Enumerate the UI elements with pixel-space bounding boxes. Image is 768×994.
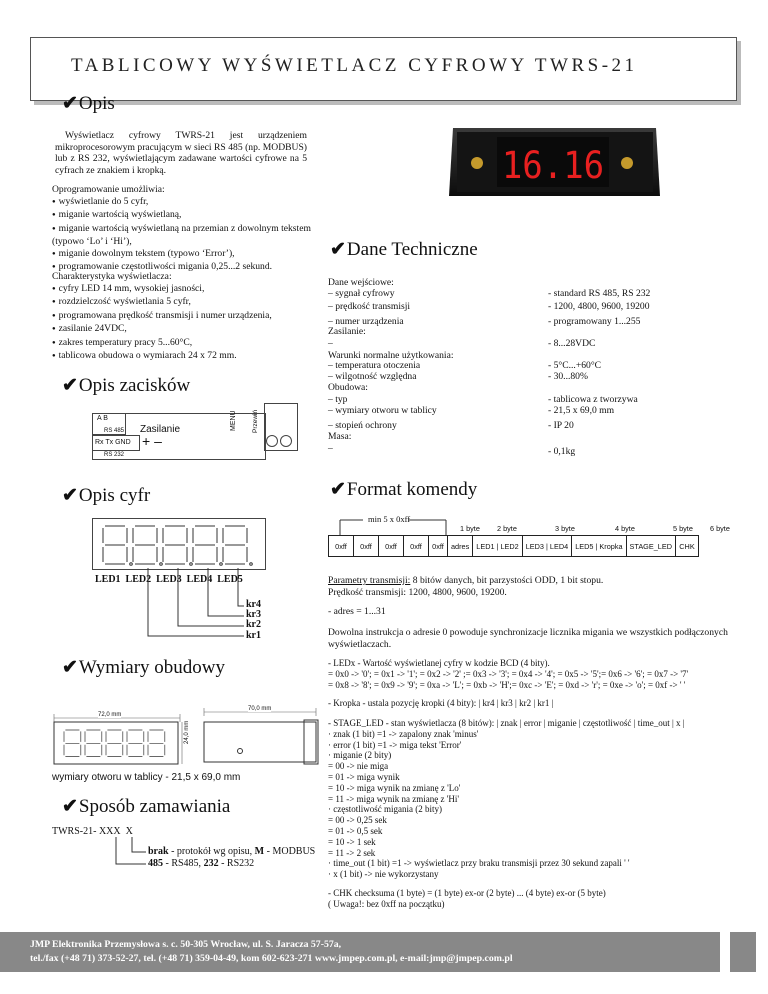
list-item: ● cyfry LED 14 mm, wysokiej jasności,: [52, 283, 312, 297]
dane-value: - 30...80%: [548, 371, 588, 382]
dane-label: –: [328, 338, 333, 349]
check-icon: ✔: [62, 375, 78, 396]
byte-index: 1 byte: [460, 524, 480, 533]
section-cyfr: [62, 484, 150, 507]
list-item: ● programowana prędkość transmisji i numer urządzenia,: [52, 310, 312, 324]
dimensions-drawing: [52, 708, 322, 770]
kr-label: kr2: [246, 619, 261, 631]
stage-line: · x (1 bit) -> nie wykorzystany: [328, 869, 439, 880]
zasilanie-label: Zasilanie: [140, 424, 181, 435]
software-block: [52, 184, 312, 275]
frame-cell: adres: [448, 536, 473, 557]
dane-label: Warunki normalne użytkowania:: [328, 350, 454, 361]
dane-value: - programowany 1...255: [548, 316, 641, 327]
device-readout: 16.16: [501, 144, 605, 188]
przewin-label: Przewiń: [252, 409, 259, 433]
order-code: TWRS-21- XXX X: [52, 826, 133, 837]
stage-line: · error (1 bit) =1 -> miga tekst 'Error': [328, 739, 462, 750]
chk-line: - CHK checksuma (1 byte) = (1 byte) ex-or (2 byte) ... (4 byte) ex-or (5 byte): [328, 888, 606, 898]
stage-line: = 11 -> 2 sek: [328, 847, 376, 858]
section-dane: [330, 238, 478, 261]
list-item: ● wyświetlanie do 5 cyfr,: [52, 196, 312, 210]
opis-paragraph: Wyświetlacz cyfrowy TWRS-21 jest urządzeniem mikroprocesorowym pracującym w sieci RS 485 (np. MODBUS) lub z RS 232, wyświetlającym zadawane wartości cyfrowe na 5 cyfrach ze znakiem i kropką.: [55, 130, 307, 176]
transmission-params: [328, 575, 748, 598]
frame-cell: LED3 | LED4: [522, 536, 571, 557]
params-line2: Prędkość transmisji: 1200, 4800, 9600, 19200.: [328, 586, 507, 598]
dane-label: – typ: [328, 394, 348, 405]
kropka-line: - Kropka - ustala pozycję kropki (4 bity): | kr4 | kr3 | kr2 | kr1 |: [328, 698, 554, 708]
order-options: [148, 846, 315, 870]
section-cyfr-title: Opis cyfr: [78, 485, 151, 506]
stage-line: = 00 -> nie miga: [328, 761, 389, 772]
table-row: [329, 536, 699, 557]
list-item: ● programowanie częstotliwości migania 0,25...2 sekund.: [52, 261, 312, 275]
stage-line: · znak (1 bit) =1 -> zapalony znak 'minus': [328, 728, 479, 739]
led-labels: LED1 LED2 LED3 LED4 LED5: [95, 574, 243, 585]
menu-button-icon: [266, 435, 278, 447]
software-heading: Oprogramowanie umożliwia:: [52, 184, 165, 195]
dane-label: Obudowa:: [328, 382, 368, 393]
frame-cell: 0xff: [379, 536, 404, 557]
footer-contact: tel./fax (+48 71) 373-52-27, tel. (+48 71) 359-04-49, kom 602-623-271 www.jmpep.com.pl, e-mail:jmp@jmpep.com.pl: [30, 953, 513, 964]
frame-cell: 0xff: [404, 536, 429, 557]
check-icon: ✔: [62, 485, 78, 506]
dane-label: – temperatura otoczenia: [328, 360, 421, 371]
features-heading: Charakterystyka wyświetlacza:: [52, 271, 172, 282]
params-line1: 8 bitów danych, bit parzystości ODD, 1 bit stopu.: [410, 575, 604, 586]
footer-square: [730, 932, 756, 972]
section-zaciski-title: Opis zacisków: [78, 375, 191, 396]
title-box: [30, 37, 737, 101]
power-polarity-label: + –: [142, 433, 162, 449]
stage-line: · time_out (1 bit) =1 -> wyświetlacz przy braku transmisji przez 30 sekund zapali ' ': [328, 858, 630, 869]
dane-value: - standard RS 485, RS 232: [548, 288, 651, 299]
rs232-label: RS 232: [104, 452, 125, 458]
order-opt-desc: - RS485,: [163, 858, 204, 869]
frame-cell: 0xff: [429, 536, 448, 557]
params-heading: Parametry transmisji:: [328, 575, 411, 586]
frame-cell: STAGE_LED: [626, 536, 675, 557]
page-title: TABLICOWY WYŚWIETLACZ CYFROWY TWRS-21: [71, 55, 638, 76]
features-block: [52, 271, 312, 364]
frame-cell: 0xff: [329, 536, 354, 557]
chk-block: [328, 888, 606, 910]
dane-value: - 0,1kg: [548, 446, 576, 457]
stage-led-block: [328, 718, 685, 880]
sync-paragraph: Dowolna instrukcja o adresie 0 powoduje synchronizacje licznika migania we wszystkich podłączonych wyświetlaczach.: [328, 627, 728, 650]
min-bytes-label: min 5 x 0xff: [368, 514, 411, 524]
dane-label: – wymiary otworu w tablicy: [328, 405, 437, 416]
byte-index: 6 byte: [710, 524, 730, 533]
check-icon: ✔: [330, 239, 346, 260]
dane-label: Masa:: [328, 431, 352, 442]
order-opt-desc: - protokół wg opisu,: [168, 846, 255, 857]
check-icon: ✔: [62, 93, 78, 114]
order-opt: brak: [148, 846, 169, 857]
command-frame-table: [328, 535, 699, 557]
width-72-label: 72,0 mm: [98, 712, 122, 718]
frame-cell: LED5 | Kropka: [572, 536, 626, 557]
dane-label: – wilgotność względna: [328, 371, 417, 382]
dane-label: – prędkość transmisji: [328, 301, 411, 312]
dane-label: Dane wejściowe:: [328, 277, 394, 288]
section-format-title: Format komendy: [346, 479, 478, 500]
stage-line: · miganie (2 bity): [328, 750, 392, 761]
order-opt: M: [254, 846, 265, 857]
kropka-labels: [246, 600, 261, 641]
dane-label: Zasilanie:: [328, 326, 366, 337]
check-icon: ✔: [330, 479, 346, 500]
order-opt: 485: [148, 858, 163, 869]
list-item: ● tablicowa obudowa o wymiarach 24 x 72 mm.: [52, 350, 312, 364]
software-list: [52, 196, 312, 275]
dane-label: – numer urządzenia: [328, 316, 404, 327]
dane-value: - tablicowa z tworzywa: [548, 394, 638, 405]
section-dane-title: Dane Techniczne: [346, 239, 478, 260]
dane-value: - 21,5 x 69,0 mm: [548, 405, 615, 416]
byte-index: 4 byte: [615, 524, 635, 533]
width-70-label: 70,0 mm: [248, 706, 272, 712]
order-opt-desc: - MODBUS: [264, 846, 316, 857]
stage-line: = 00 -> 0,25 sek: [328, 815, 387, 826]
list-item: ● zakres temperatury pracy 5...60°C,: [52, 337, 312, 351]
terminal-diagram: [92, 403, 297, 463]
kr-label: kr4: [246, 599, 261, 610]
cutout-caption: wymiary otworu w tablicy - 21,5 x 69,0 mm: [52, 772, 241, 783]
frame-cell: CHK: [675, 536, 698, 557]
dane-label: – sygnał cyfrowy: [328, 288, 395, 299]
byte-index: 5 byte: [673, 524, 693, 533]
stage-line: = 11 -> miga wynik na zmianę z 'Hi': [328, 793, 460, 804]
height-24-label: 24,0 mm: [184, 720, 190, 744]
dane-value: - IP 20: [548, 420, 574, 431]
dane-label: – stopień ochrony: [328, 420, 397, 431]
check-icon: ✔: [62, 657, 78, 678]
section-wymiary: [62, 656, 225, 679]
byte-index: 2 byte: [497, 524, 517, 533]
list-item: ● miganie wartością wyświetlaną,: [52, 209, 312, 223]
rx-tx-gnd-label: Rx Tx GND: [95, 439, 131, 446]
menu-label: MENU: [230, 410, 237, 431]
list-item: ● miganie dowolnym tekstem (typowo ‘Error’),: [52, 248, 312, 262]
dane-value: - 1200, 4800, 9600, 19200: [548, 301, 650, 312]
footer-address: JMP Elektronika Przemysłowa s. c. 50-305 Wrocław, ul. S. Jaracza 57-57a,: [30, 939, 342, 950]
section-zamowienie-title: Sposób zamawiania: [78, 796, 231, 817]
features-list: [52, 283, 312, 364]
stage-line: = 10 -> 1 sek: [328, 836, 376, 847]
section-wymiary-title: Wymiary obudowy: [78, 657, 226, 678]
section-opis-title: Opis: [78, 93, 115, 114]
section-zamowienie: [62, 795, 230, 818]
stage-line: · częstotliwość migania (2 bity): [328, 804, 442, 815]
terminal-ab-label: A B: [97, 415, 108, 422]
chk-note: ( Uwaga!: bez 0xff na początku): [328, 899, 445, 909]
frame-cell: LED1 | LED2: [473, 536, 522, 557]
order-opt-desc: - RS232: [218, 858, 255, 869]
dane-value: - 8...28VDC: [548, 338, 596, 349]
frame-cell: 0xff: [354, 536, 379, 557]
stage-line: = 10 -> miga wynik na zmianę z 'Lo': [328, 782, 461, 793]
dane-value: - 5°C...+60°C: [548, 360, 602, 371]
order-leader-lines: [108, 836, 148, 871]
kropka-leader-lines: [120, 560, 250, 645]
stage-line: - STAGE_LED - stan wyświetlacza (8 bitów): | znak | error | miganie | częstotliwość | time_out | x |: [328, 718, 685, 728]
scroll-button-icon: [280, 435, 292, 447]
ledx-line: = 0x0 -> '0'; = 0x1 -> '1'; = 0x2 -> '2' ;= 0x3 -> '3'; = 0x4 -> '4'; = 0x5 -> '5';= 0x6 -> '6'; = 0x7 -> '7': [328, 669, 689, 679]
rs485-label: RS 485: [104, 428, 125, 434]
device-photo: [447, 125, 662, 200]
stage-line: = 01 -> miga wynik: [328, 771, 400, 782]
kr-label: kr3: [246, 609, 261, 621]
kr-label: kr1: [246, 629, 261, 641]
adres-line: - adres = 1...31: [328, 606, 386, 617]
section-zaciski: [62, 374, 190, 397]
list-item: ● miganie wartością wyświetlaną na przemian z dowolnym tekstem (typowo ‘Lo’ i ‘Hi’),: [52, 223, 312, 248]
check-icon: ✔: [62, 796, 78, 817]
stage-line: = 01 -> 0,5 sek: [328, 825, 383, 836]
list-item: ● rozdzielczość wyświetlania 5 cyfr,: [52, 296, 312, 310]
section-opis: [62, 92, 115, 115]
byte-index: 3 byte: [555, 524, 575, 533]
ledx-line: - LEDx - Wartość wyświetlanej cyfry w kodzie BCD (4 bity).: [328, 658, 550, 668]
list-item: ● zasilanie 24VDC,: [52, 323, 312, 337]
ledx-block: [328, 658, 748, 691]
order-opt: 232: [203, 858, 219, 869]
dane-label: –: [328, 443, 333, 454]
section-format: [330, 478, 477, 501]
ledx-line: = 0x8 -> '8'; = 0x9 -> '9'; = 0xa -> 'L'; = 0xb -> 'H';= 0xc -> 'E'; = 0xd -> 'r'; = 0xe -> 'o'; = 0xf -> ' ': [328, 680, 686, 690]
footer-bar: [0, 932, 720, 972]
